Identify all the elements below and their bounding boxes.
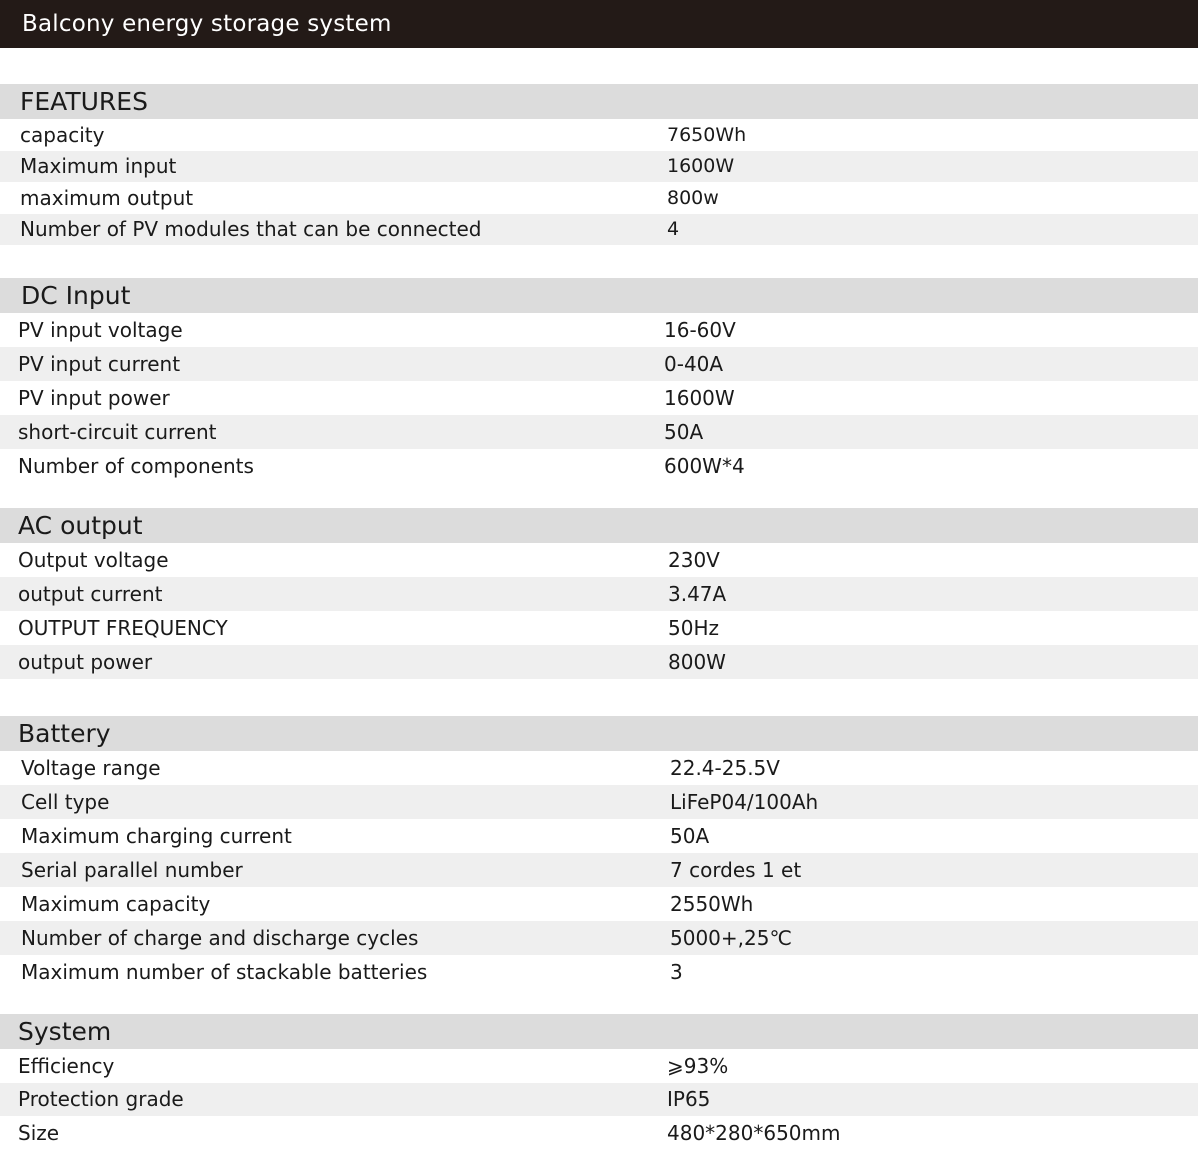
spec-label: short-circuit current xyxy=(18,420,217,444)
spec-value: 4 xyxy=(667,218,680,241)
spec-value: 50A xyxy=(664,420,704,444)
spec-row xyxy=(0,182,1198,214)
spec-value: ⩾93% xyxy=(667,1053,729,1078)
spec-label: OUTPUT FREQUENCY xyxy=(18,616,228,640)
system-section xyxy=(0,1014,1198,1150)
spec-label: Voltage range xyxy=(21,756,161,780)
spec-label: output power xyxy=(18,650,153,674)
spec-row xyxy=(0,921,1198,955)
spec-label: output current xyxy=(18,582,163,606)
spec-value: 3.47A xyxy=(668,582,727,606)
spec-row xyxy=(0,819,1198,853)
spec-row xyxy=(0,119,1198,151)
spec-value: LiFeP04/100Ah xyxy=(670,790,819,814)
features-header: FEATURES xyxy=(0,84,1198,119)
spec-label: Efficiency xyxy=(18,1053,115,1078)
spec-row xyxy=(0,151,1198,183)
spec-row xyxy=(0,577,1198,611)
spec-label: Protection grade xyxy=(18,1087,184,1112)
spec-label: PV input current xyxy=(18,352,181,376)
spec-row xyxy=(0,887,1198,921)
spec-value: 1600W xyxy=(667,155,735,178)
spec-label: Maximum charging current xyxy=(21,824,292,848)
spec-row xyxy=(0,955,1198,989)
spec-label: Serial parallel number xyxy=(21,858,243,882)
spec-label: capacity xyxy=(20,122,105,147)
spec-value: 800W xyxy=(668,650,726,674)
spec-value: 230V xyxy=(668,548,720,572)
spec-value: IP65 xyxy=(667,1087,711,1112)
spec-label: PV input voltage xyxy=(18,318,183,342)
features-section xyxy=(0,84,1198,245)
spec-label: maximum output xyxy=(20,185,194,210)
spec-label: Maximum number of stackable batteries xyxy=(21,960,428,984)
spec-value: 1600W xyxy=(664,386,735,410)
spec-row xyxy=(0,853,1198,887)
spec-value: 480*280*650mm xyxy=(667,1120,841,1145)
ac-output-header: AC output xyxy=(0,508,1198,543)
spec-row xyxy=(0,751,1198,785)
spec-label: Cell type xyxy=(21,790,110,814)
spec-label: PV input power xyxy=(18,386,170,410)
dc-input-section xyxy=(0,278,1198,483)
spec-label: Number of charge and discharge cycles xyxy=(21,926,419,950)
spec-value: 7650Wh xyxy=(667,123,747,146)
spec-row xyxy=(0,1083,1198,1117)
spec-label: Number of components xyxy=(18,454,254,478)
spec-value: 3 xyxy=(670,960,683,984)
spec-value: 7 cordes 1 et xyxy=(670,858,802,882)
dc-input-header: DC Input xyxy=(0,278,1198,313)
spec-row xyxy=(0,381,1198,415)
spec-label: Size xyxy=(18,1120,60,1145)
ac-output-section xyxy=(0,508,1198,679)
spec-row xyxy=(0,1116,1198,1150)
spec-row xyxy=(0,611,1198,645)
spec-label: Number of PV modules that can be connected xyxy=(20,217,482,242)
spec-value: 800w xyxy=(667,186,719,209)
spec-row xyxy=(0,645,1198,679)
spec-row xyxy=(0,415,1198,449)
system-header: System xyxy=(0,1014,1198,1049)
spec-row xyxy=(0,214,1198,246)
spec-value: 5000+,25℃ xyxy=(670,926,792,950)
spec-label: Output voltage xyxy=(18,548,169,572)
spec-value: 22.4-25.5V xyxy=(670,756,780,780)
spec-value: 2550Wh xyxy=(670,892,754,916)
page-title: Balcony energy storage system xyxy=(0,0,1198,48)
spec-row xyxy=(0,543,1198,577)
spec-value: 600W*4 xyxy=(664,454,745,478)
spec-value: 16-60V xyxy=(664,318,736,342)
spec-row xyxy=(0,347,1198,381)
battery-section xyxy=(0,716,1198,989)
spec-row xyxy=(0,449,1198,483)
spec-value: 50Hz xyxy=(668,616,719,640)
spec-value: 0-40A xyxy=(664,352,724,376)
spec-value: 50A xyxy=(670,824,710,848)
spec-row xyxy=(0,1049,1198,1083)
battery-header: Battery xyxy=(0,716,1198,751)
spec-row xyxy=(0,313,1198,347)
spec-label: Maximum capacity xyxy=(21,892,211,916)
spec-row xyxy=(0,785,1198,819)
spec-label: Maximum input xyxy=(20,154,177,179)
